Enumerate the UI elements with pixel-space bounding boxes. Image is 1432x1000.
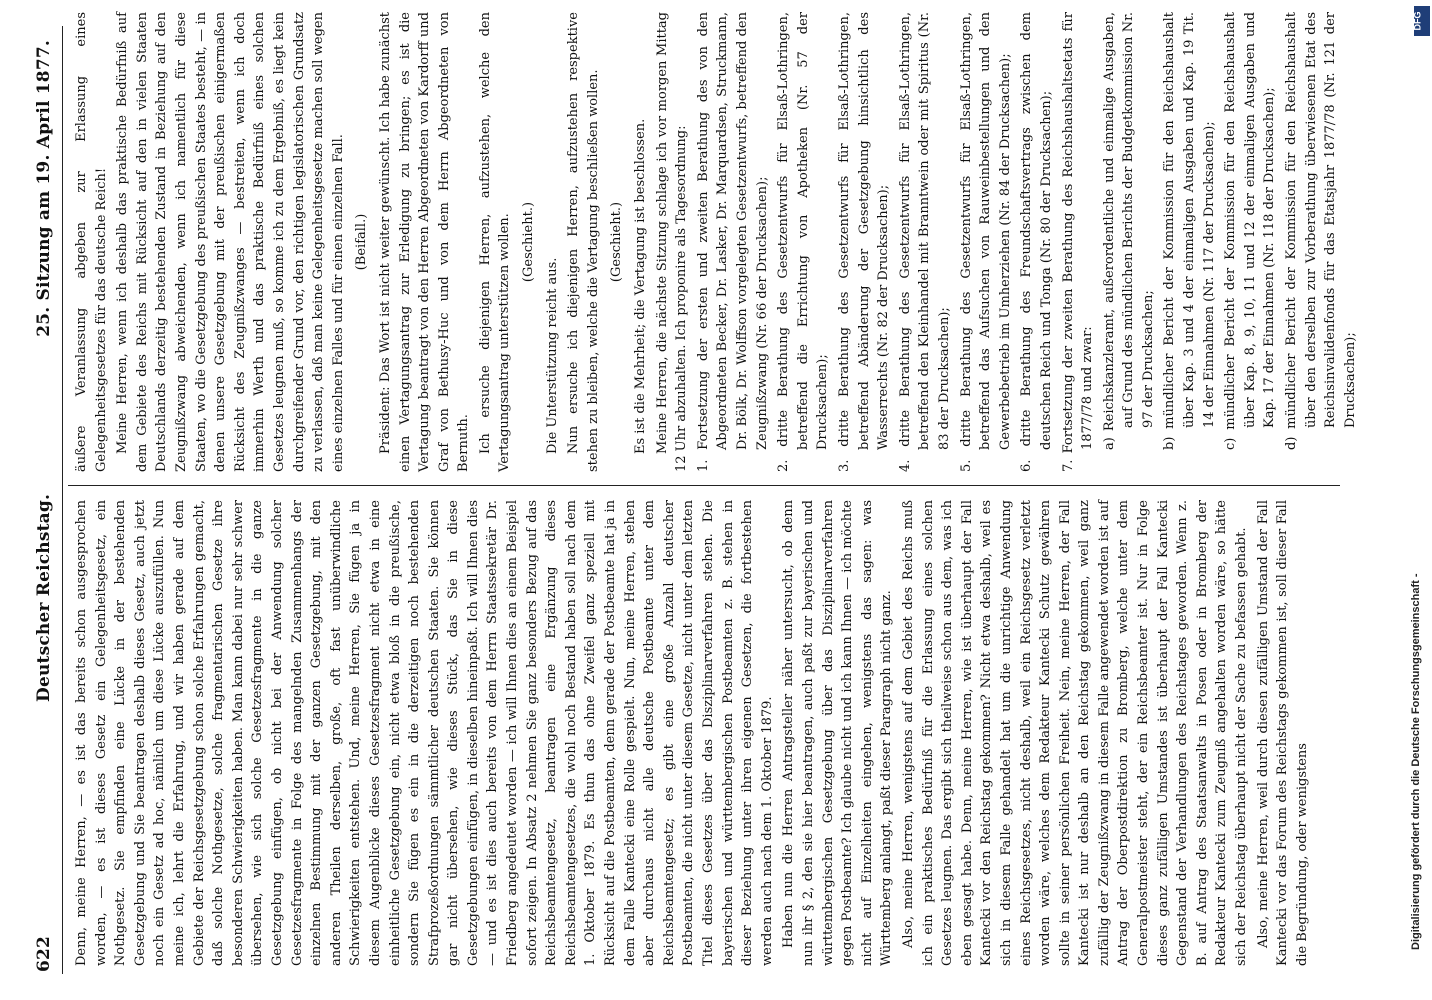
paragraph: Meine Herren, wenn ich deshalb das praktische Bedürfniß auf dem Gebiete des Reichs mit Rücksicht auf den in vielen Staaten Deutschlands derzeitig bestehenden Zustand in Beziehung auf den Zeugnißzwang abweichenden, wenn ich namentlich für diese Staaten, wo die Gesetzgebung des preußischen Staates besteht, — in denen unsere Gesetzgebung mit der preußischen einigermaßen Rücksicht des Zeugnißzwanges — bestreiten, wenn ich doch immerhin Werth und das praktische Bedürfniß eines solchen Gesetzes leugnen muß, so komme ich zu dem Ergebniß, es liegt kein durchgreifender Grund vor, den richtigen legislatorischen Grundsatz zu verlassen, daß man keine Gelegenheitsgesetze machen soll wegen eines einzelnen Falles und für einen einzelnen Fall. <box>115 12 346 472</box>
agenda-subitem: b) mündlicher Bericht der Kommission für den Reichshaushalt über Kap. 3 und 4 der einmaligen Ausgaben und Kap. 19 Tit. 14 der Einnahmen (Nr. 117 der Drucksachen); <box>1162 12 1217 450</box>
agenda-item: 5. dritte Berathung des Gesetzentwurfs für Elsaß-Lothringen, betreffend das Aufsuchen von Rauweinbestellungen und den Gewerbebetrieb im Umherziehen (Nr. 84 der Drucksachen); <box>958 12 1013 472</box>
agenda-intro: Meine Herren, die nächste Sitzung schlage ich vor morgen Mittag 12 Uhr abzuhalten. Ich proponire als Tagesordnung: <box>654 12 690 472</box>
agenda-item: 6. dritte Berathung des Freundschaftsvertrags zwischen dem deutschen Reich und Tonga (Nr. 80 der Drucksachen); <box>1019 12 1054 472</box>
paragraph: Also, meine Herren, weil durch diesen zufälligen Umstand der Fall Kantecki vor das Forum des Reichstags gekommen ist, soll dieser Fall die Begründung, oder wenigstens <box>1255 500 1310 966</box>
dfg-logo-label: DFG <box>1412 11 1423 31</box>
watermark-text: Digitalisierung gefördert durch die Deutsche Forschungsgemeinschaft - <box>1410 573 1422 950</box>
paragraph: Es ist die Mehrheit; die Vertagung ist beschlossen. <box>633 118 649 454</box>
procedural-note: (Geschieht.) <box>521 201 537 283</box>
publication-title: Deutscher Reichstag. <box>34 493 54 702</box>
agenda-subitem: c) mündlicher Bericht der Kommission für den Reichshaushalt über Kap. 8, 9, 10, 11 und 12 der einmaligen Ausgaben und Kap. 17 der Einnahmen (Nr. 118 der Drucksachen); <box>1223 12 1278 450</box>
agenda-subitem: a) Reichskanzleramt, außerordentliche und einmalige Ausgaben, auf Grund des mündlichen Berichts der Budgetkommission Nr. 97 der Drucksachen; <box>1101 12 1156 450</box>
agenda-item: 4. dritte Berathung des Gesetzentwurfs für Elsaß-Lothringen, betreffend den Kleinhandel mit Branntwein oder mit Spiritus (Nr. 83 der Drucksachen); <box>897 12 952 472</box>
procedural-note: (Geschieht.) <box>609 201 625 283</box>
session-title: 25. Sitzung am 19. April 1877. <box>34 40 54 337</box>
president-speech: Nun ersuche ich diejenigen Herren, aufzustehen respektive stehen zu bleiben, welche die Vertagung beschließen wollen. <box>566 12 601 472</box>
column-divider <box>68 485 1340 486</box>
applause-note: (Beifall.) <box>354 213 370 271</box>
paragraph: Denn, meine Herren, — es ist das bereits schon ausgesprochen worden, — es ist dieses Gesetz ein Gelegenheitsgesetz, ein Nothgesetz. Sie empfinden eine Lücke in der bestehenden Gesetzgebung und Sie beantragen deshalb dieses Gesetz, auch jetzt noch ein Gesetz ad hoc, nämlich um diese Lücke auszufüllen. Nun meine ich, lehrt die Erfahrung, und wir haben gerade auf dem Gebiete der Reichsgesetzgebung schon solche Erfahrungen gemacht, daß solche Nothgesetze, solche fragmentarischen Gesetze ihre besonderen Schwierigkeiten haben. Man kann dabei nur sehr schwer übersehen, wie sich solche Gesetzesfragmente in die ganze Gesetzgebung einfügen, ob nicht bei der Anwendung solcher Gesetzesfragmente in Folge des mangelnden Zusammenhangs der einzelnen Bestimmung mit der ganzen Gesetzgebung, mit den anderen Theilen derselben, große, oft fast unüberwindliche Schwierigkeiten entstehen. Und, meine Herren, Sie fügen ja in diesem Augenblicke dieses Gesetzesfragment nicht etwa in eine einheitliche Gesetzgebung ein, nicht etwa bloß in die preußische, sondern Sie fügen es ein in die derzeitigen noch bestehenden Strafprozeßordnungen sämmtlicher deutschen Staaten. Sie können gar nicht übersehen, wie dieses Stück, das Sie in diese Gesetzgebungen einfügen, in dieselben hineinpaßt. Ich will Ihnen dies — und es ist dies auch bereits von dem Herrn Staatssekretär Dr. Friedberg angedeutet worden — ich will Ihnen dies an einem Beispiel sofort zeigen. In Absatz 2 nehmen Sie ganz besonders Bezug auf das Reichsbeamtengesetz, beantragen eine Ergänzung dieses Reichsbeamtengesetzes, die wohl noch Bestand haben soll nach dem 1. Oktober 1879. Es thun das ohne Zweifel ganz speziell mit Rücksicht auf die Postbeamten, denn gerade der Postbeamte hat ja in dem Falle Kantecki eine Rolle gespielt. Nun, meine Herren, stehen aber durchaus nicht alle deutsche Postbeamte unter dem Reichsbeamtengesetz; es gibt eine große Anzahl deutscher Postbeamten, die nicht unter diesem Gesetze, nicht unter dem letzten Titel dieses Gesetzes über das Disziplinarverfahren stehen. Die bayerischen und württembergischen Postbeamten z. B. stehen in dieser Beziehung unter ihren eigenen Gesetzen, die fortbestehen werden auch nach dem 1. Oktober 1879. <box>74 500 775 966</box>
agenda-subitem: d) mündlicher Bericht der Kommission für den Reichshaushalt über den derselben zur Vorberathung überwiesenen Etat des Reichsinvalidenfonds für das Etatsjahr 1877/78 (Nr. 121 der Drucksachen); <box>1284 12 1358 450</box>
header-rule <box>62 26 63 974</box>
agenda-item: 7. Fortsetzung der zweiten Berathung des Reichshaushaltsetats für 1877/78 und zwar: <box>1060 12 1096 472</box>
president-speech: Ich ersuche diejenigen Herren, aufzustehen, welche den Vertagungsantrag unterstützen wollen. <box>477 12 513 472</box>
paragraph: äußere Veranlassung abgeben zur Erlassung eines Gelegenheitsgesetzes für das deutsche Reich! <box>74 12 109 472</box>
page-header <box>34 40 60 972</box>
right-column <box>72 12 1358 472</box>
dfg-logo <box>1414 6 1430 36</box>
paragraph: Haben nun die Herren Antragsteller näher untersucht, ob denn nun ihr § 2, den sie hier beantragen, auch paßt zur bayerischen und württembergischen Gesetzgebung über das Disziplinarverfahren gegen Postbeamte? Ich glaube nicht und ich kann Ihnen — ich möchte nicht auf Einzelheiten eingehen, wenigstens das sagen: was Württemberg anlangt, paßt dieser Paragraph nicht ganz. <box>781 500 895 966</box>
left-column <box>72 500 1336 966</box>
paragraph: Die Unterstützung reicht aus. <box>544 257 560 454</box>
page-number: 622 <box>34 935 54 972</box>
agenda-item: 3. dritte Berathung des Gesetzentwurfs für Elsaß-Lothringen, betreffend Abänderung der Gesetzgebung hinsichtlich des Wasserrechts (Nr. 82 der Drucksachen); <box>836 12 892 472</box>
agenda-item: 2. dritte Berathung des Gesetzentwurfs für Elsaß-Lothringen, betreffend die Errichtung von Apotheken (Nr. 57 der Drucksachen); <box>776 12 831 472</box>
president-speech: Präsident: Das Wort ist nicht weiter gewünscht. Ich habe zunächst einen Vertagungsantrag zur Erledigung zu bringen; es ist die Vertagung beantragt von den Herren Abgeordneten von Kardorff und Graf von Bethusy-Huc und von dem Herrn Abgeordneten von Bernuth. <box>377 12 472 472</box>
paragraph: Also, meine Herren, wenigstens auf dem Gebiet des Reichs muß ich ein praktisches Bedürfniß für die Erlassung eines solchen Gesetzes leugnen. Das ergibt sich theilweise schon aus dem, was ich eben gesagt habe. Denn, meine Herren, wie ist überhaupt der Fall Kantecki vor den Reichstag gekommen? Nicht etwa deshalb, weil es sich in diesem Falle gehandelt hat um die unrichtige Anwendung eines Reichsgesetzes, nicht deshalb, weil ein Reichsgesetz verletzt worden wäre, welches dem Redakteur Kantecki Schutz gewähren sollte in seiner persönlichen Freiheit. Nein, meine Herren, der Fall Kantecki ist nur deshalb an den Reichstag gekommen, weil ganz zufällig der Zeugnißzwang in diesem Falle angewendet worden ist auf Antrag der Oberpostdirektion zu Bromberg, welche unter dem Generalpostmeister steht, der ein Reichsbeamter ist. Nur in Folge dieses ganz zufälligen Umstandes ist überhaupt der Fall Kantecki Gegenstand der Verhandlungen des Reichstages geworden. Wenn z. B. auf Antrag des Staatsanwalts in Posen oder in Bromberg der Redakteur Kantecki zum Zeugniß angehalten worden wäre, so hätte sich der Reichstag überhaupt nicht der Sache zu befassen gehabt. <box>900 500 1250 966</box>
digitization-watermark <box>1410 10 1430 990</box>
agenda-item: 1. Fortsetzung der ersten und zweiten Berathung des von den Abgeordneten Becker, Dr. Lasker, Dr. Marquardsen, Struckmann, Dr. Bölk, Dr. Wolffson vorgelegten Gesetzentwurfs, betreffend den Zeugnißzwang (Nr. 66 der Drucksachen); <box>695 12 770 472</box>
